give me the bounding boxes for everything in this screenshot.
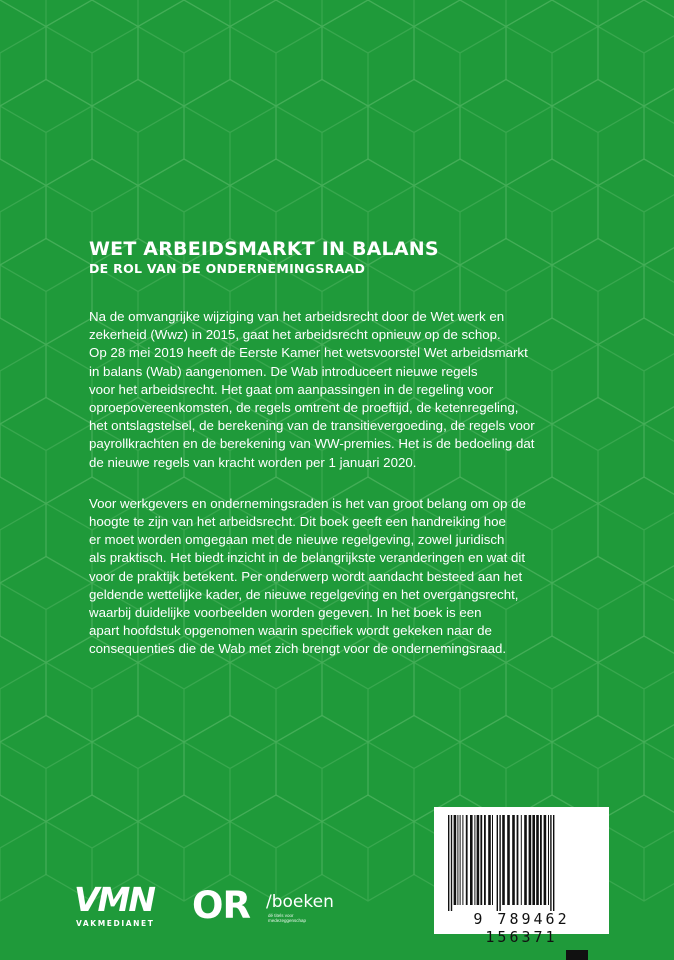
blurb-line: geldende wettelijke kader, de nieuwe regelgeving en het overgangsrecht, — [89, 586, 519, 602]
blurb-line: in balans (Wab) aangenomen. De Wab introduceert nieuwe regels — [89, 363, 478, 379]
vmn-logo-subtitle: VAKMEDIANET — [76, 919, 155, 928]
or-logo-mark: OR — [192, 884, 250, 927]
or-logo-tagline: dé titels voor medezeggenschap — [268, 913, 307, 923]
blurb-paragraph-1 — [89, 308, 589, 472]
vmn-logo-icon — [74, 882, 174, 934]
vmn-logo-word: VMN — [74, 880, 154, 919]
isbn-number: 9 789462 156371 — [473, 910, 570, 946]
blurb-line: hoogte te zijn van het arbeidsrecht. Dit boek geeft een handreiking hoe — [89, 514, 506, 530]
blurb-line: oproepovereenkomsten, de regels omtrent de proeftijd, de ketenregeling, — [89, 400, 519, 416]
blurb-line: Op 28 mei 2019 heeft de Eerste Kamer het wetsvoorstel Wet arbeidsmarkt — [89, 345, 528, 361]
isbn-barcode — [434, 807, 609, 946]
blurb-paragraph-2 — [89, 495, 589, 659]
book-subtitle: DE ROL VAN DE ONDERNEMINGSRAAD — [89, 261, 366, 276]
blurb-line: voor het arbeidsrecht. Het gaat om aanpassingen in de regeling voor — [89, 381, 494, 397]
blurb-line: apart hoofdstuk opgenomen waarin specifiek wordt gekeken naar de — [89, 623, 492, 639]
blurb-line: de nieuwe regels van kracht worden per 1 januari 2020. — [89, 454, 417, 470]
blurb-line: waarbij duidelijke voorbeelden worden gegeven. In het boek is een — [89, 605, 482, 621]
blurb-line: consequenties die de Wab met zich brengt voor de ondernemingsraad. — [89, 641, 507, 657]
blurb-line: Voor werkgevers en ondernemingsraden is het van groot belang om op de — [89, 495, 526, 511]
corner-mark — [566, 950, 588, 960]
barcode-icon — [444, 815, 599, 911]
blurb-line: er moet worden omgegaan met de nieuwe regelgeving, zowel juridisch — [89, 532, 505, 548]
blurb-line: het ontslagstelsel, de berekening van de transitievergoeding, de regels voor — [89, 418, 535, 434]
book-title: WET ARBEIDSMARKT IN BALANS — [89, 238, 439, 260]
blurb-line: payrollkrachten en de berekening van WW-premies. Het is de bedoeling dat — [89, 436, 535, 452]
blurb-line: voor de praktijk betekent. Per onderwerp wordt aandacht besteed aan het — [89, 568, 523, 584]
back-cover-text — [89, 238, 589, 682]
blurb-line: als praktisch. Het biedt inzicht in de belangrijkste veranderingen en wat dit — [89, 550, 526, 566]
blurb-line: zekerheid (Wwz) in 2015, gaat het arbeidsrecht opnieuw op de schop. — [89, 327, 501, 343]
or-logo-books: /boeken — [266, 892, 334, 912]
blurb-line: Na de omvangrijke wijziging van het arbeidsrecht door de Wet werk en — [89, 309, 505, 324]
